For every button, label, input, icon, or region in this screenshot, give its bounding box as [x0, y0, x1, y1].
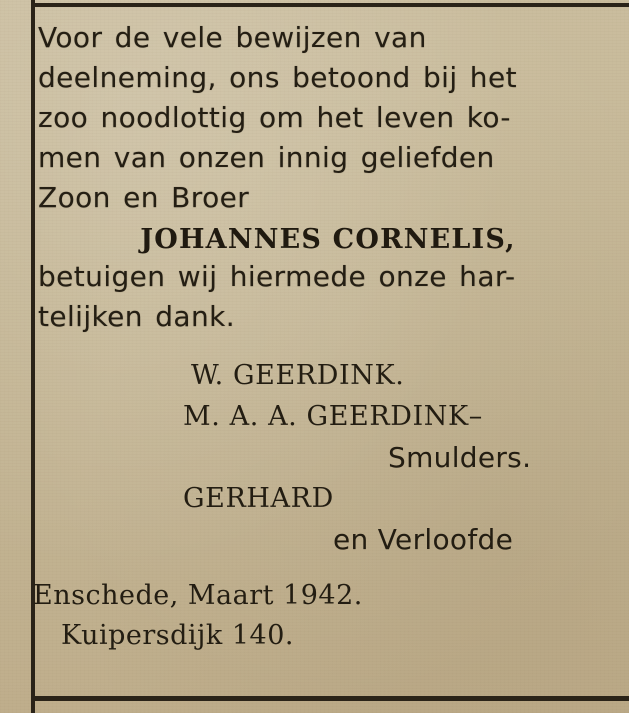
top-border-rule	[33, 3, 629, 7]
message-line: betuigen wij hiermede onze har-	[38, 260, 516, 293]
bottom-border-rule	[33, 696, 629, 701]
message-line: telijken dank.	[38, 300, 236, 333]
message-paragraph-second	[38, 257, 618, 337]
signer-name: M. A. A. GEERDINK–	[183, 401, 483, 432]
message-line: Voor de vele bewijzen van	[38, 21, 427, 54]
message-line: Zoon en Broer	[38, 181, 250, 214]
notice-content	[33, 18, 623, 689]
street-address: Kuipersdijk 140.	[61, 620, 294, 651]
signer-name-continuation: Smulders.	[388, 441, 532, 474]
footer-block	[33, 576, 623, 656]
message-paragraph-first	[38, 18, 615, 218]
deceased-name: JOHANNES CORNELIS,	[140, 224, 516, 255]
place-and-date: Enschede, Maart 1942.	[33, 580, 363, 611]
signatures-block	[33, 355, 623, 560]
signer-name: GERHARD	[183, 483, 334, 514]
message-line: zoo noodlottig om het leven ko-	[38, 101, 511, 134]
message-line: men van onzen innig geliefden	[38, 141, 495, 174]
message-line: deelneming, ons betoond bij het	[38, 61, 517, 94]
signer-name: W. GEERDINK.	[191, 360, 405, 391]
signer-fiancee: en Verloofde	[333, 523, 514, 556]
